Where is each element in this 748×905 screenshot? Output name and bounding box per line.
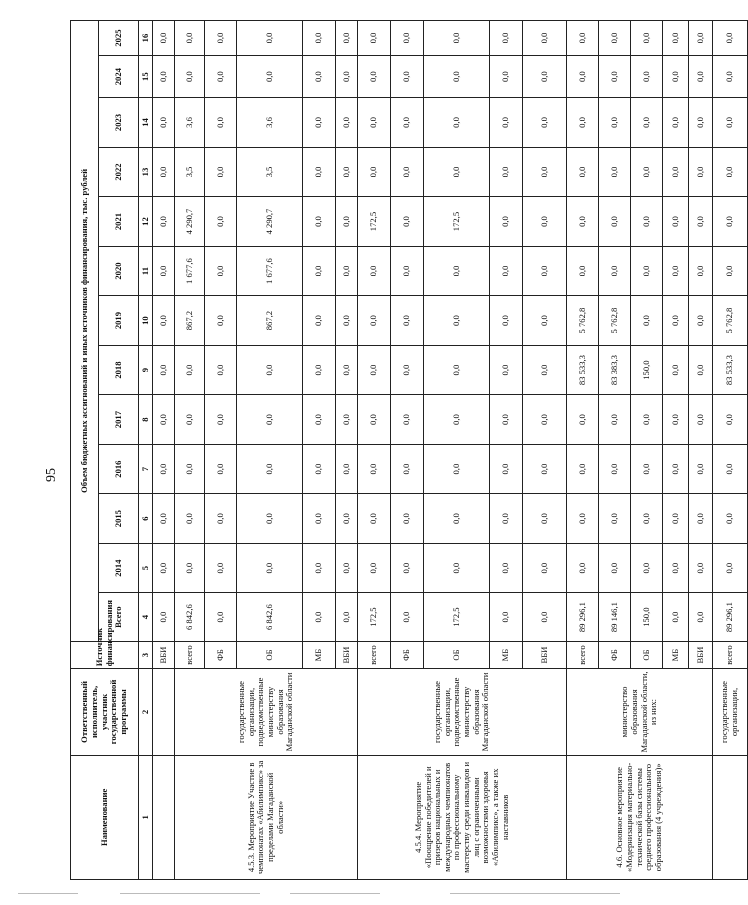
value-year: 83 383,3 [599,345,631,395]
value-year: 0,0 [663,56,689,98]
value-year: 0,0 [153,395,175,445]
value-year: 0,0 [391,147,424,197]
value-year: 0,0 [358,395,391,445]
value-year: 0,0 [663,296,689,346]
value-year: 0,0 [336,444,358,494]
value-year: 0,0 [631,494,663,544]
value-total: 0,0 [303,593,336,641]
measure-name: 4.5.4. Мероприятие «Поощрение победителей и призеров национальных и международных чемпионатов по профессиональному мастерству среди инвалидов и лиц с ограниченными возможностями здоровья «Абилимпикс», а также их наставников [358,755,567,879]
value-year: 0,0 [663,21,689,56]
value-year: 0,0 [153,56,175,98]
funding-source: ОБ [631,641,663,668]
value-year: 5 762,8 [599,296,631,346]
value-year: 0,0 [303,296,336,346]
value-year: 0,0 [631,395,663,445]
value-year: 83 533,3 [713,345,748,395]
value-year: 0,0 [713,197,748,247]
value-year: 0,0 [631,56,663,98]
value-year: 0,0 [205,98,237,148]
column-number: 7 [139,444,153,494]
value-year: 0,0 [490,543,523,593]
value-year: 0,0 [567,543,599,593]
value-year: 0,0 [567,395,599,445]
value-year: 0,0 [713,395,748,445]
table-row [713,21,748,880]
value-year: 0,0 [663,147,689,197]
value-year: 0,0 [358,21,391,56]
value-total: 89 296,1 [713,593,748,641]
value-year: 0,0 [424,543,490,593]
value-total: 0,0 [689,593,713,641]
value-year: 0,0 [358,147,391,197]
value-year: 0,0 [153,147,175,197]
value-year: 0,0 [713,56,748,98]
value-year: 0,0 [391,246,424,296]
value-year: 0,0 [175,345,205,395]
value-total: 0,0 [391,593,424,641]
header-year: 2023 [99,98,139,148]
value-year: 0,0 [424,345,490,395]
value-year: 0,0 [713,543,748,593]
value-year: 0,0 [599,246,631,296]
value-year: 0,0 [631,296,663,346]
value-year: 0,0 [490,345,523,395]
value-year: 0,0 [689,296,713,346]
value-year: 0,0 [567,494,599,544]
header-year: 2021 [99,197,139,247]
value-year: 0,0 [391,56,424,98]
value-year: 0,0 [523,395,567,445]
value-year: 0,0 [424,98,490,148]
column-number: 12 [139,197,153,247]
value-year: 0,0 [391,444,424,494]
value-year: 0,0 [424,147,490,197]
value-year: 0,0 [303,98,336,148]
header-year: 2018 [99,345,139,395]
responsible-executor: министерство образования Магаданской области, из них: [567,669,713,755]
value-year: 0,0 [689,444,713,494]
value-year: 0,0 [153,21,175,56]
value-year: 0,0 [336,98,358,148]
header-name: Наименование [71,755,139,879]
value-year: 0,0 [358,345,391,395]
funding-source: ВБИ [523,641,567,668]
value-year: 0,0 [490,147,523,197]
header-year: 2019 [99,296,139,346]
value-year: 0,0 [391,21,424,56]
column-number: 6 [139,494,153,544]
value-year: 0,0 [424,444,490,494]
value-year: 0,0 [358,98,391,148]
column-number: 14 [139,98,153,148]
value-year: 0,0 [237,444,303,494]
header-year: 2022 [99,147,139,197]
value-year: 0,0 [490,444,523,494]
value-year: 0,0 [336,296,358,346]
value-year: 0,0 [523,246,567,296]
value-total: 0,0 [336,593,358,641]
value-year: 0,0 [303,56,336,98]
value-year: 0,0 [599,56,631,98]
responsible-executor [153,669,175,755]
value-year: 0,0 [237,543,303,593]
value-year: 0,0 [336,147,358,197]
funding-source: ФБ [391,641,424,668]
value-year: 172,5 [358,197,391,247]
value-year: 0,0 [336,21,358,56]
value-year: 4 290,7 [175,197,205,247]
value-year: 0,0 [523,56,567,98]
funding-source: МБ [303,641,336,668]
value-total: 6 842,6 [175,593,205,641]
value-year: 0,0 [689,395,713,445]
value-year: 3,5 [237,147,303,197]
value-year: 0,0 [391,98,424,148]
column-number: 2 [139,669,153,755]
funding-source: всего [175,641,205,668]
value-year: 0,0 [153,197,175,247]
value-year: 3,5 [175,147,205,197]
funding-source: ВБИ [689,641,713,668]
value-year: 0,0 [336,56,358,98]
value-year: 0,0 [713,147,748,197]
value-year: 0,0 [599,444,631,494]
footer-rule-mid [120,893,260,894]
value-year: 0,0 [567,21,599,56]
value-year: 0,0 [689,246,713,296]
value-year: 0,0 [153,494,175,544]
value-year: 0,0 [713,98,748,148]
value-year: 0,0 [689,56,713,98]
funding-source: МБ [663,641,689,668]
value-year: 0,0 [599,197,631,247]
value-year: 0,0 [205,56,237,98]
value-year: 0,0 [205,543,237,593]
rotated-table-container [70,20,739,880]
value-year: 0,0 [567,98,599,148]
value-year: 0,0 [391,494,424,544]
value-year: 3,6 [237,98,303,148]
value-year: 0,0 [663,395,689,445]
value-year: 0,0 [303,395,336,445]
value-year: 0,0 [358,296,391,346]
value-year: 0,0 [663,98,689,148]
value-year: 0,0 [713,444,748,494]
measure-name: 4.5.3. Мероприятие Участие в чемпионатах «Абилимпикс» за пределами Магаданской области» [175,755,358,879]
table-row [358,21,391,880]
value-year: 0,0 [205,444,237,494]
value-year: 172,5 [424,197,490,247]
responsible-executor: государственные организации, подведомственные министерству образования Магаданской области [358,669,567,755]
value-year: 5 762,8 [567,296,599,346]
value-total: 89 146,1 [599,593,631,641]
value-year: 0,0 [358,56,391,98]
value-year: 0,0 [303,21,336,56]
value-total: 6 842,6 [237,593,303,641]
header-year: 2025 [99,21,139,56]
value-year: 0,0 [424,296,490,346]
value-year: 5 762,8 [713,296,748,346]
page-number: 95 [44,468,59,482]
value-year: 0,0 [631,21,663,56]
value-year: 0,0 [567,56,599,98]
value-year: 0,0 [631,197,663,247]
value-year: 0,0 [490,494,523,544]
value-year: 0,0 [336,345,358,395]
value-year: 0,0 [424,21,490,56]
header-volume: Объем бюджетных ассигнований и иных источников финансирования, тыс. рублей [71,21,99,642]
value-year: 0,0 [523,494,567,544]
value-year: 0,0 [175,444,205,494]
header-source: Источник финансирования [71,641,139,668]
value-total: 172,5 [424,593,490,641]
column-number: 3 [139,641,153,668]
header-year: 2016 [99,444,139,494]
header-total: Всего [99,593,139,641]
value-year: 0,0 [523,444,567,494]
value-year: 0,0 [424,395,490,445]
value-year: 0,0 [205,395,237,445]
value-year: 0,0 [490,56,523,98]
value-total: 0,0 [523,593,567,641]
column-number: 1 [139,755,153,879]
footer-rule-left [18,893,78,894]
value-year: 0,0 [336,494,358,544]
value-total: 0,0 [205,593,237,641]
funding-source: ВБИ [153,641,175,668]
header-year: 2024 [99,56,139,98]
value-year: 0,0 [631,98,663,148]
column-number: 5 [139,543,153,593]
value-year: 0,0 [205,147,237,197]
table-row [175,21,205,880]
value-total: 150,0 [631,593,663,641]
value-year: 0,0 [523,543,567,593]
value-year: 0,0 [663,444,689,494]
column-number: 16 [139,21,153,56]
value-year: 0,0 [599,98,631,148]
value-year: 0,0 [153,246,175,296]
value-year: 0,0 [490,296,523,346]
value-year: 0,0 [689,345,713,395]
value-year: 0,0 [631,444,663,494]
budget-table [70,20,748,880]
value-year: 0,0 [205,197,237,247]
value-year: 0,0 [358,494,391,544]
value-year: 0,0 [303,444,336,494]
measure-name [713,755,748,879]
value-year: 0,0 [237,395,303,445]
value-year: 0,0 [663,494,689,544]
table-row [567,21,599,880]
table-row [153,21,175,880]
value-year: 0,0 [689,147,713,197]
value-year: 0,0 [205,345,237,395]
value-year: 0,0 [599,543,631,593]
funding-source: МБ [490,641,523,668]
value-year: 0,0 [599,395,631,445]
value-year: 0,0 [689,197,713,247]
value-year: 1 677,6 [175,246,205,296]
value-year: 0,0 [336,395,358,445]
funding-source: ФБ [205,641,237,668]
column-number: 15 [139,56,153,98]
value-year: 0,0 [303,246,336,296]
value-year: 0,0 [303,494,336,544]
column-numbers-row [139,21,153,880]
value-year: 0,0 [153,444,175,494]
value-year: 0,0 [358,246,391,296]
value-year: 0,0 [631,246,663,296]
value-year: 0,0 [567,444,599,494]
value-year: 0,0 [391,197,424,247]
value-year: 0,0 [175,543,205,593]
value-year: 0,0 [663,197,689,247]
value-year: 0,0 [237,494,303,544]
value-year: 0,0 [153,543,175,593]
value-year: 0,0 [599,147,631,197]
value-year: 0,0 [523,147,567,197]
value-year: 0,0 [303,147,336,197]
value-year: 0,0 [689,543,713,593]
value-year: 0,0 [523,197,567,247]
value-year: 0,0 [663,246,689,296]
value-year: 0,0 [391,543,424,593]
value-year: 0,0 [713,494,748,544]
value-year: 0,0 [205,21,237,56]
value-year: 0,0 [153,296,175,346]
value-year: 0,0 [205,296,237,346]
value-year: 4 290,7 [237,197,303,247]
measure-name [153,755,175,879]
footer-rule-center [290,893,380,894]
value-year: 0,0 [205,494,237,544]
value-year: 0,0 [175,21,205,56]
value-year: 0,0 [689,21,713,56]
value-year: 0,0 [523,345,567,395]
value-year: 0,0 [490,395,523,445]
value-year: 0,0 [631,543,663,593]
funding-source: всего [567,641,599,668]
value-year: 0,0 [599,21,631,56]
value-year: 0,0 [391,345,424,395]
value-year: 0,0 [689,98,713,148]
value-year: 0,0 [391,296,424,346]
value-year: 0,0 [391,395,424,445]
value-year: 0,0 [490,98,523,148]
header-responsible: Ответственный исполнитель, участник государственной программы [71,669,139,755]
value-year: 0,0 [175,395,205,445]
header-year: 2017 [99,395,139,445]
value-year: 0,0 [424,494,490,544]
value-year: 3,6 [175,98,205,148]
value-year: 0,0 [153,345,175,395]
value-total: 0,0 [663,593,689,641]
value-year: 0,0 [205,246,237,296]
value-year: 0,0 [153,98,175,148]
value-year: 0,0 [303,543,336,593]
value-year: 0,0 [490,246,523,296]
table-body [153,21,748,880]
funding-source: всего [713,641,748,668]
value-year: 83 533,3 [567,345,599,395]
value-year: 0,0 [523,98,567,148]
value-year: 0,0 [567,147,599,197]
value-year: 0,0 [175,494,205,544]
value-year: 0,0 [175,56,205,98]
value-year: 0,0 [631,147,663,197]
value-year: 0,0 [424,56,490,98]
funding-source: ОБ [424,641,490,668]
value-year: 0,0 [490,21,523,56]
value-year: 0,0 [336,543,358,593]
funding-source: ФБ [599,641,631,668]
value-year: 0,0 [523,21,567,56]
funding-source: ОБ [237,641,303,668]
value-year: 0,0 [358,543,391,593]
value-year: 150,0 [631,345,663,395]
column-number: 4 [139,593,153,641]
value-year: 1 677,6 [237,246,303,296]
value-year: 0,0 [303,345,336,395]
value-year: 0,0 [567,197,599,247]
value-total: 0,0 [490,593,523,641]
value-year: 0,0 [336,246,358,296]
value-year: 0,0 [689,494,713,544]
value-total: 0,0 [153,593,175,641]
column-number: 10 [139,296,153,346]
value-year: 0,0 [237,21,303,56]
value-year: 0,0 [523,296,567,346]
value-total: 89 296,1 [567,593,599,641]
value-year: 0,0 [713,246,748,296]
footer-rule-right [450,893,620,894]
value-year: 0,0 [237,345,303,395]
value-year: 0,0 [663,345,689,395]
header-year: 2015 [99,494,139,544]
column-number: 13 [139,147,153,197]
responsible-executor: государственные организации, [713,669,748,755]
value-year: 0,0 [663,543,689,593]
value-year: 0,0 [490,197,523,247]
column-number: 8 [139,395,153,445]
value-year: 0,0 [713,21,748,56]
value-year: 0,0 [336,197,358,247]
header-year: 2014 [99,543,139,593]
value-year: 867,2 [237,296,303,346]
value-year: 0,0 [303,197,336,247]
value-year: 0,0 [599,494,631,544]
value-year: 0,0 [567,246,599,296]
value-year: 0,0 [237,56,303,98]
column-number: 9 [139,345,153,395]
value-total: 172,5 [358,593,391,641]
measure-name: 4.6. Основное мероприятие «Модернизация материально-технической базы системы среднего профессионального образования (4 учреждения)» [567,755,713,879]
header-year: 2020 [99,246,139,296]
responsible-executor: государственные организации, подведомственные министерству образования Магаданской области [175,669,358,755]
funding-source: всего [358,641,391,668]
value-year: 0,0 [424,246,490,296]
funding-source: ВБИ [336,641,358,668]
column-number: 11 [139,246,153,296]
value-year: 0,0 [358,444,391,494]
value-year: 867,2 [175,296,205,346]
